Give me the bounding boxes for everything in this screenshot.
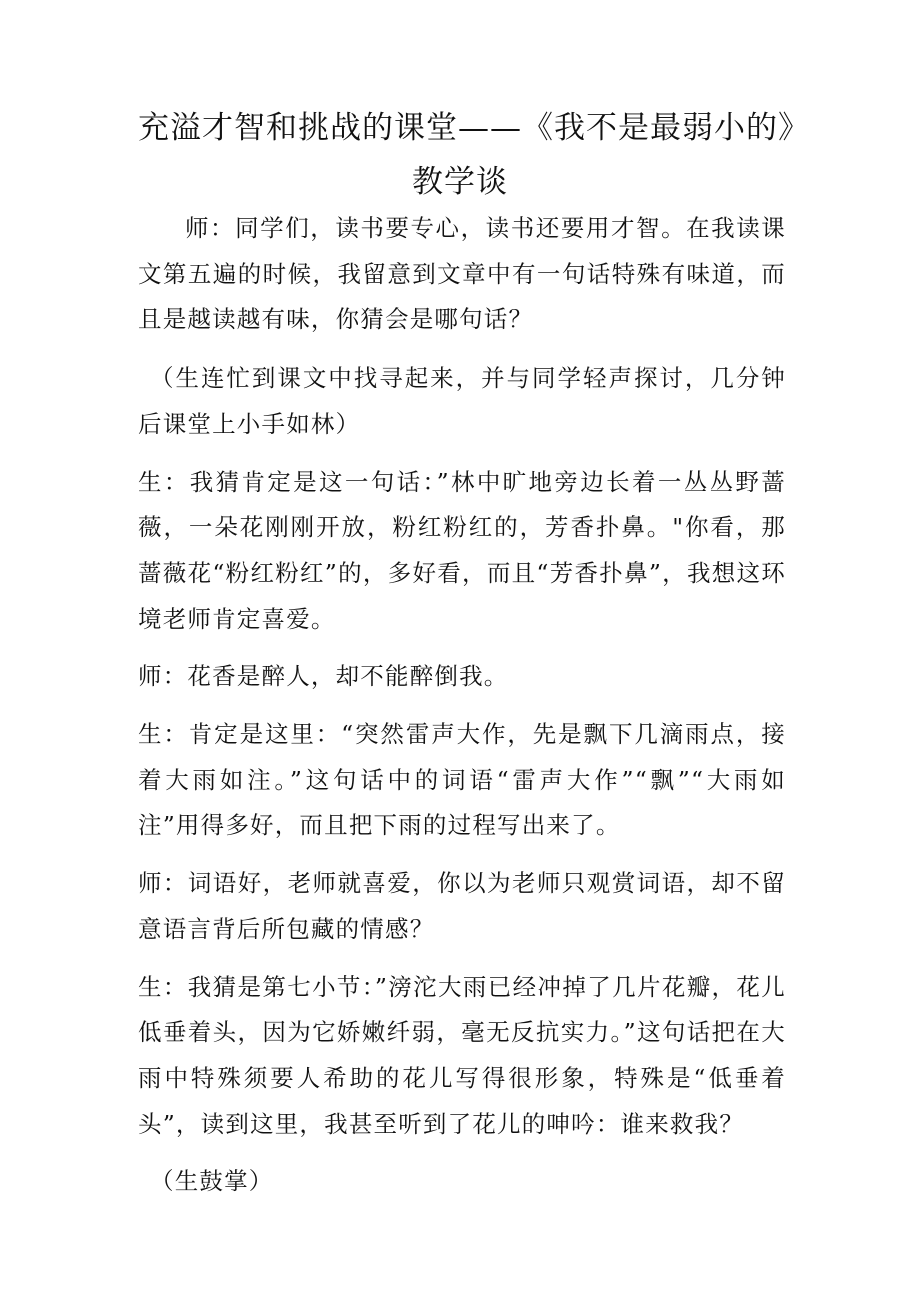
paragraph-student-answer-2: 生：肯定是这里：“突然雷声大作，先是飘下几滴雨点，接着大雨如注。”这句话中的词语“雷声大作”“飘”“大雨如注”用得多好，而且把下雨的过程写出来了。: [138, 720, 786, 840]
document-title-line-2: 教学谈: [412, 164, 508, 200]
document-title-line-1: 充溢才智和挑战的课堂——《我不是最弱小的》: [138, 110, 810, 146]
paragraph-teacher-reply-1: 师：花香是醉人，却不能醉倒我。: [138, 662, 509, 691]
document-body: [138, 206, 786, 1205]
paragraph-teacher-reply-2: 师：词语好，老师就喜爱，你以为老师只观赏词语，却不留意语言背后所包藏的情感？: [138, 869, 786, 943]
paragraph-applause: （生鼓掌）: [150, 1167, 274, 1196]
paragraph-student-answer-1: 生：我猜肯定是这一句话：”林中旷地旁边长着一丛丛野蔷薇，一朵花刚刚开放，粉红粉红的，芳香扑鼻。"你看，那蔷薇花“粉红粉红”的，多好看，而且“芳香扑鼻”，我想这环境老师肯定喜爱。: [138, 467, 786, 633]
paragraph-student-answer-3: 生：我猜是第七小节：”滂沱大雨已经冲掉了几片花瓣，花儿低垂着头，因为它娇嫩纤弱，毫无反抗实力。”这句话把在大雨中特殊须要人希助的花儿写得很形象，特殊是“低垂着头”，读到这里，我甚至听到了花儿的呻吟：谁来救我？: [138, 972, 786, 1138]
paragraph-stage-direction: （生连忙到课文中找寻起来，并与同学轻声探讨，几分钟后课堂上小手如林）: [138, 364, 786, 438]
paragraph-teacher-question: 师：同学们，读书要专心，读书还要用才智。在我读课文第五遍的时候，我留意到文章中有一句话特殊有味道，而且是越读越有味，你猜会是哪句话？: [138, 214, 786, 334]
